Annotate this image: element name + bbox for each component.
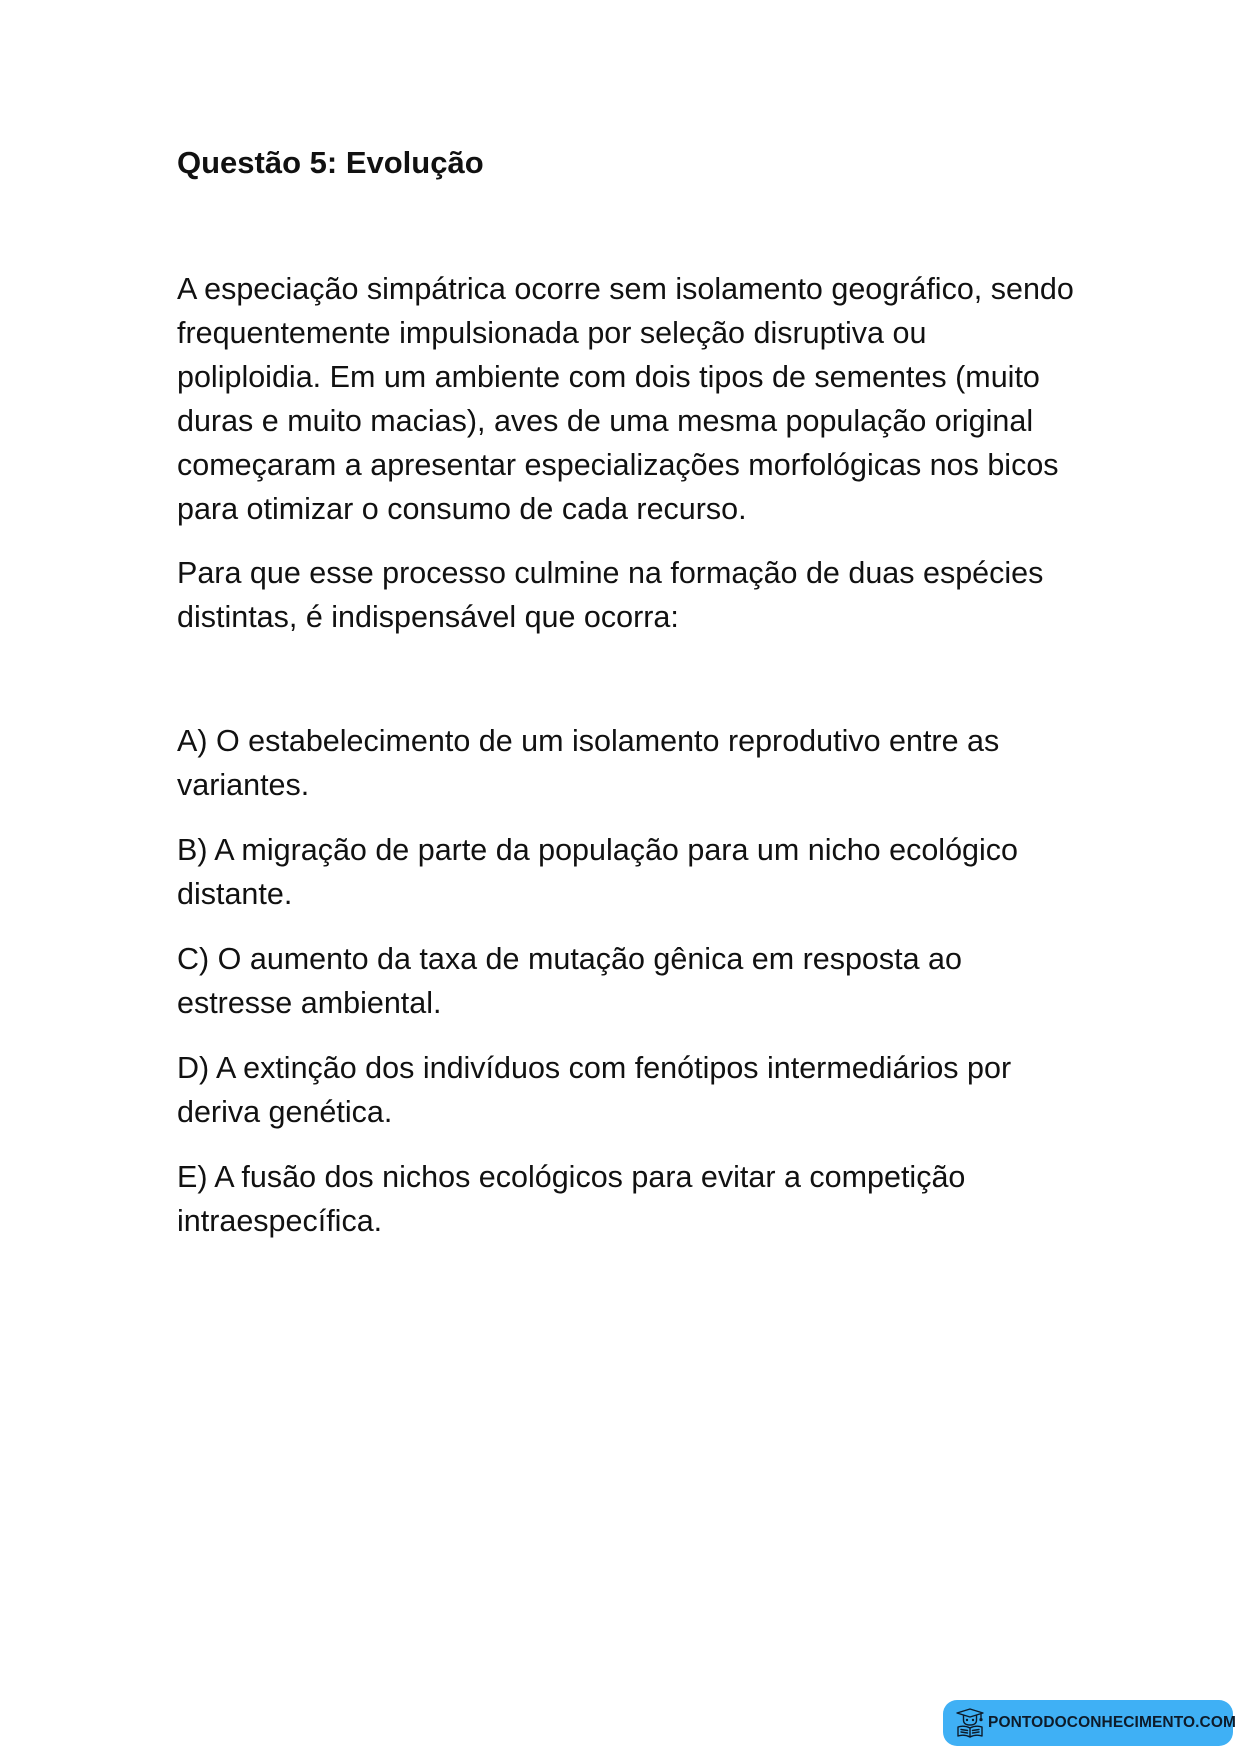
watermark-badge: [943, 1700, 1237, 1746]
option-e: E) A fusão dos nichos ecológicos para evitar a competição intraespecífica.: [177, 1160, 966, 1238]
option-c: C) O aumento da taxa de mutação gênica em resposta ao estresse ambiental.: [177, 942, 962, 1020]
intro-paragraph: A especiação simpátrica ocorre sem isolamento geográfico, sendo frequentemente impulsionada por seleção disruptiva ou poliploidia. Em um ambiente com dois tipos de sementes (muito duras e muito macias), aves de uma mesma população original começaram a apresentar especializações morfológicas nos bicos para otimizar o consumo de cada recurso.: [177, 272, 1074, 526]
question-title: Questão 5: Evolução: [177, 145, 484, 180]
watermark-text: PONTODOCONHECIMENTO.COM: [988, 1714, 1237, 1731]
answer-options: [177, 719, 1077, 1243]
graduate-reading-book-icon: [955, 1707, 985, 1739]
question-prompt: Para que esse processo culmine na formação de duas espécies distintas, é indispensável que ocorra:: [177, 556, 1044, 634]
option-d: D) A extinção dos indivíduos com fenótipos intermediários por deriva genética.: [177, 1051, 1012, 1129]
option-b: B) A migração de parte da população para um nicho ecológico distante.: [177, 833, 1018, 911]
option-a: A) O estabelecimento de um isolamento reprodutivo entre as variantes.: [177, 724, 1000, 802]
document-page: [177, 143, 1077, 1264]
